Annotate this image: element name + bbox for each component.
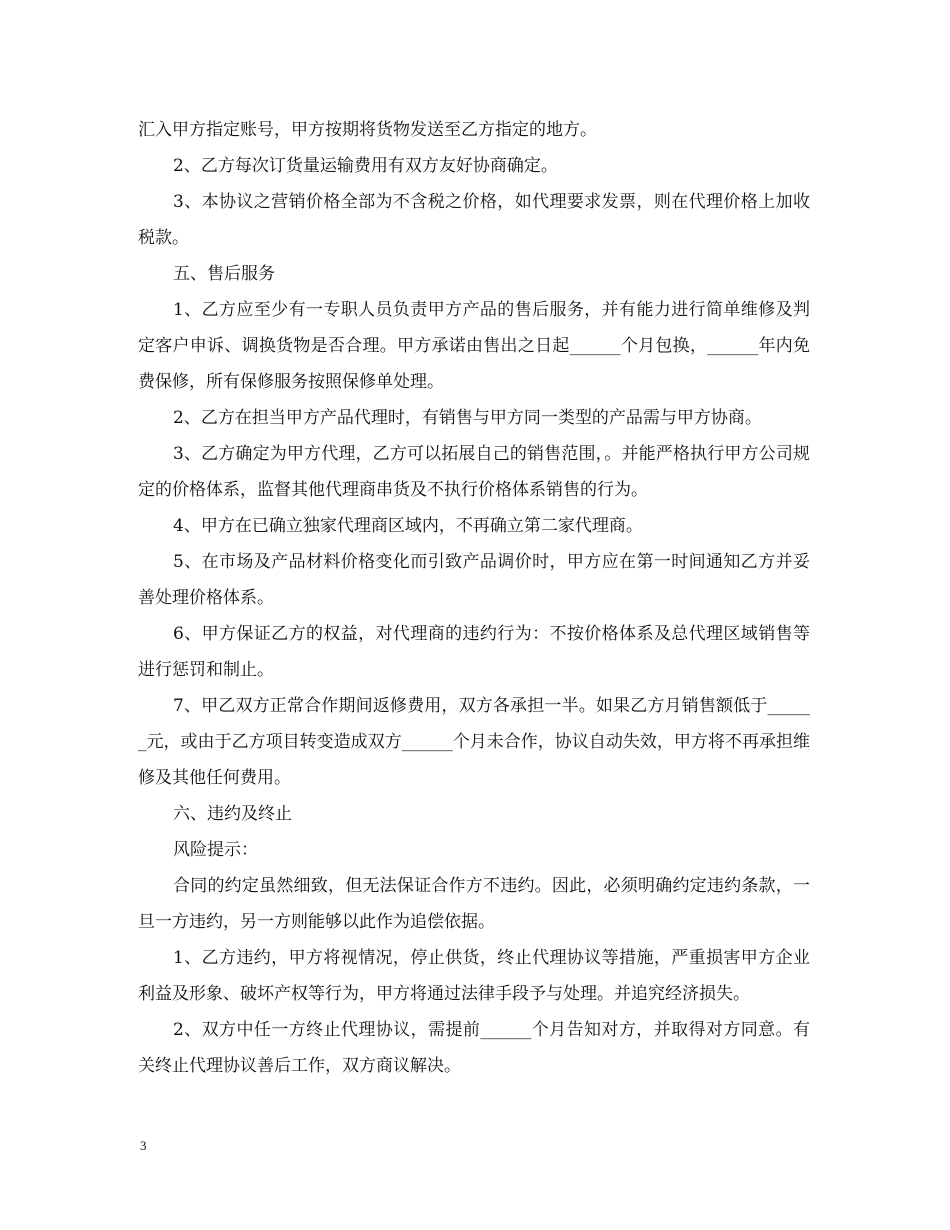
paragraph: 汇入甲方指定账号，甲方按期将货物发送至乙方指定的地方。	[138, 120, 597, 140]
paragraph: 2、乙方在担当甲方产品代理时，有销售与甲方同一类型的产品需与甲方协商。	[173, 408, 762, 428]
paragraph: 7、甲乙双方正常合作期间返修费用，双方各承担一半。如果乙方月销售额低于______元，或由于乙方项目转变造成双方______个月未合作，协议自动失效，甲方将不再承担维修及其他任何费用。	[138, 696, 810, 788]
section-heading: 六、违约及终止	[173, 804, 292, 824]
paragraph: 5、在市场及产品材料价格变化而引致产品调价时，甲方应在第一时间通知乙方并妥善处理价格体系。	[138, 552, 810, 608]
paragraph: 2、双方中任一方终止代理协议，需提前______个月告知对方，并取得对方同意。有关终止代理协议善后工作，双方商议解决。	[138, 1020, 810, 1076]
section-heading: 五、售后服务	[173, 264, 275, 284]
risk-label: 风险提示：	[173, 840, 258, 860]
paragraph: 1、乙方违约，甲方将视情况，停止供货，终止代理协议等措施，严重损害甲方企业利益及形象、破坏产权等行为，甲方将通过法律手段予与处理。并追究经济损失。	[138, 948, 810, 1004]
paragraph: 合同的约定虽然细致，但无法保证合作方不违约。因此，必须明确约定违约条款，一旦一方违约，另一方则能够以此作为追偿依据。	[138, 876, 810, 932]
paragraph: 3、本协议之营销价格全部为不含税之价格，如代理要求发票，则在代理价格上加收税款。	[138, 192, 810, 248]
paragraph: 2、乙方每次订货量运输费用有双方友好协商确定。	[173, 156, 558, 176]
paragraph: 6、甲方保证乙方的权益，对代理商的违约行为：不按价格体系及总代理区域销售等进行惩罚和制止。	[138, 624, 810, 680]
paragraph: 3、乙方确定为甲方代理，乙方可以拓展自己的销售范围，。并能严格执行甲方公司规定的价格体系，监督其他代理商串货及不执行价格体系销售的行为。	[138, 444, 810, 500]
document-body	[138, 112, 810, 1084]
paragraph: 1、乙方应至少有一专职人员负责甲方产品的售后服务，并有能力进行简单维修及判定客户申诉、调换货物是否合理。甲方承诺由售出之日起______个月包换，______年内免费保修，所有保修服务按照保修单处理。	[138, 300, 810, 392]
page-number: 3	[140, 1138, 147, 1153]
paragraph: 4、甲方在已确立独家代理商区域内，不再确立第二家代理商。	[173, 516, 643, 536]
